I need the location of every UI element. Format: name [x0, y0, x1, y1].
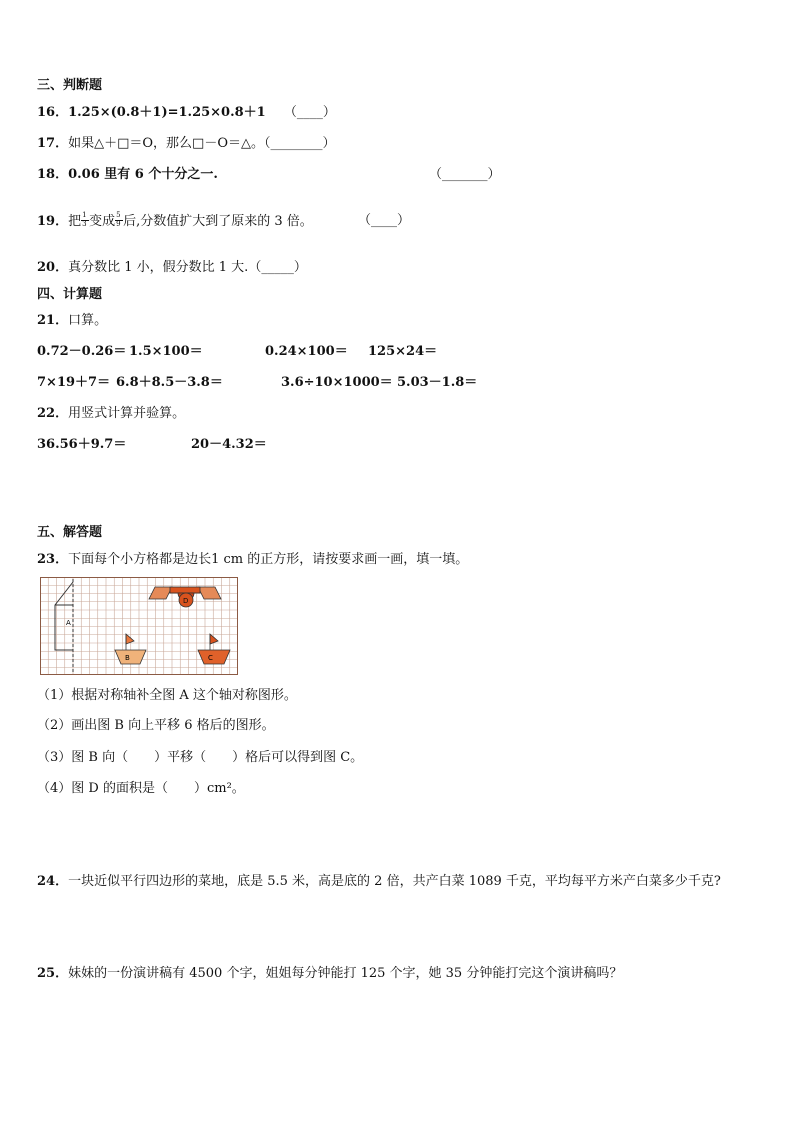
- label-b: B: [125, 654, 130, 662]
- question-number: 18．: [37, 167, 69, 182]
- question-number: 22．: [37, 406, 69, 421]
- figure-a: [55, 579, 73, 673]
- fraction-five-ninths: $\frac{5}{9}$: [115, 213, 123, 229]
- answer-blank[interactable]: （_____）: [248, 260, 307, 275]
- question-text-mid: 变成: [89, 214, 116, 229]
- question-25: [37, 966, 622, 982]
- question-number: 23．: [37, 552, 69, 567]
- question-text: 1.25×(0.8＋1)=1.25×0.8＋1: [68, 105, 266, 120]
- label-a: A: [66, 619, 71, 627]
- calc-item: 0.72－0.26＝: [37, 344, 127, 359]
- question-number: 20．: [37, 260, 69, 275]
- figure-c: [198, 634, 230, 664]
- question-number: 16．: [37, 105, 69, 120]
- question-text: 口算。: [68, 313, 108, 328]
- question-text: 下面每个小方格都是边长1 cm 的正方形，请按要求画一画，填一填。: [68, 552, 469, 567]
- calc-item: 20－4.32＝: [191, 437, 267, 452]
- question-23: [37, 552, 468, 568]
- question-24: [37, 874, 721, 890]
- question-16: [37, 105, 336, 121]
- question-20: [37, 260, 307, 276]
- answer-blank-19[interactable]: （____）: [358, 213, 411, 228]
- section-title-solve: 五、解答题: [37, 525, 103, 540]
- question-text: 如果△＋□＝O，那么□－O＝△。: [68, 136, 264, 151]
- question-text: 一块近似平行四边形的菜地，底是 5.5 米，高是底的 2 倍，共产白菜 1089 千克，平均每平方米产白菜多少千克?: [68, 874, 721, 889]
- calc-item: 3.6÷10×1000＝: [281, 375, 393, 390]
- q23-part-3: （3）图 B 向（ ）平移（ ）格后可以得到图 C。: [37, 750, 364, 765]
- calc-item: 1.5×100＝: [129, 344, 203, 359]
- fraction-one-third: $\frac{1}{3}$: [81, 213, 89, 229]
- question-19: [37, 213, 313, 230]
- question-number: 25．: [37, 966, 69, 981]
- question-number: 21．: [37, 313, 69, 328]
- question-18: [37, 167, 218, 183]
- q23-part-2: （2）画出图 B 向上平移 6 格后的图形。: [37, 718, 275, 733]
- calc-item: 125×24＝: [368, 344, 438, 359]
- label-d: D: [183, 597, 189, 605]
- section-title-calc: 四、计算题: [37, 287, 103, 302]
- q23-part-4: （4）图 D 的面积是（ ）cm²。: [37, 781, 245, 796]
- question-number: 19．: [37, 214, 69, 229]
- calc-item: 0.24×100＝: [265, 344, 348, 359]
- question-text: 妹妹的一份演讲稿有 4500 个字，姐姐每分钟能打 125 个字，她 35 分钟能打完这个演讲稿吗？: [68, 966, 623, 981]
- question-text: 0.06 里有 6 个十分之一.: [68, 167, 218, 182]
- answer-blank-18[interactable]: （_______）: [429, 167, 501, 182]
- answer-blank[interactable]: （________）: [263, 136, 336, 151]
- question-number: 24．: [37, 874, 69, 889]
- question-number: 17．: [37, 136, 69, 151]
- calc-item: 36.56＋9.7＝: [37, 437, 127, 452]
- calc-item: 5.03－1.8＝: [397, 375, 478, 390]
- question-text: 真分数比 1 小，假分数比 1 大.: [68, 260, 249, 275]
- grid-figure: [40, 577, 238, 675]
- calc-item: 7×19＋7＝: [37, 375, 111, 390]
- q23-part-1: （1）根据对称轴补全图 A 这个轴对称图形。: [37, 688, 297, 703]
- question-21: [37, 313, 107, 329]
- question-text-post: 后,分数值扩大到了原来的 3 倍。: [123, 214, 313, 229]
- answer-blank[interactable]: （____）: [283, 105, 336, 120]
- figure-d: [149, 587, 221, 607]
- label-c: C: [208, 654, 213, 662]
- question-22: [37, 406, 185, 422]
- calc-item: 6.8＋8.5－3.8＝: [116, 375, 223, 390]
- question-text: 用竖式计算并验算。: [68, 406, 186, 421]
- question-text-pre: 把: [68, 214, 82, 229]
- question-17: [37, 136, 336, 152]
- section-title-judge: 三、判断题: [37, 78, 103, 93]
